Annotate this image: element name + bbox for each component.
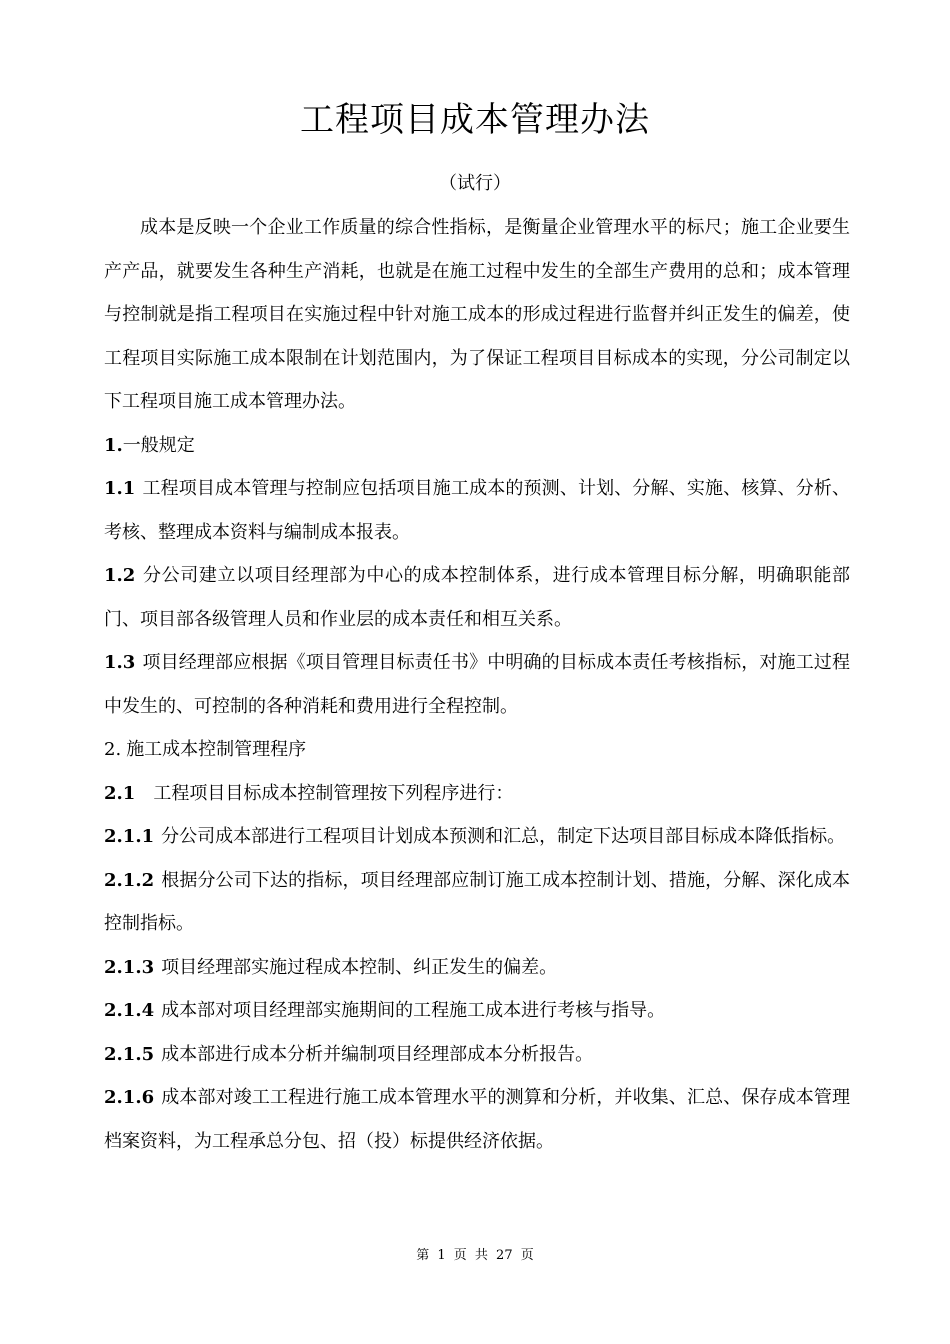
section-2-1-6 (104, 1076, 850, 1163)
section-2-1 (104, 772, 850, 816)
section-text: 项目经理部实施过程成本控制、纠正发生的偏差。 (161, 956, 558, 978)
section-text: 根据分公司下达的指标，项目经理部应制订施工成本控制计划、措施，分解、深化成本控制指标。 (104, 869, 850, 934)
section-text: 成本部进行成本分析并编制项目经理部成本分析报告。 (161, 1043, 594, 1065)
section-number: 1.2 (104, 565, 136, 586)
document-subtitle: （试行） (439, 173, 511, 194)
section-1-1 (104, 467, 850, 554)
section-2-1-5 (104, 1033, 850, 1077)
section-text: 项目经理部应根据《项目管理目标责任书》中明确的目标成本责任考核指标，对施工过程中发生的、可控制的各种消耗和费用进行全程控制。 (104, 652, 850, 717)
section-number: 2.1.3 (104, 956, 155, 978)
section-number: 2.1.1 (104, 826, 155, 847)
page-footer: 第 1 页 共 27 页 (416, 1248, 534, 1263)
section-2-1-1 (104, 815, 850, 859)
section-text: 成本部对竣工工程进行施工成本管理水平的测算和分析，并收集、汇总、保存成本管理档案资料，为工程承总分包、招（投）标提供经济依据。 (104, 1087, 850, 1152)
section-number: 2.1.5 (104, 1043, 155, 1065)
section-2-1-2 (104, 859, 850, 946)
section-text: 分公司建立以项目经理部为中心的成本控制体系，进行成本管理目标分解，明确职能部门、项目部各级管理人员和作业层的成本责任和相互关系。 (104, 565, 850, 630)
document-body (104, 206, 850, 1163)
section-number: 2.1.4 (104, 1000, 155, 1021)
section-text: 一般规定 (122, 434, 195, 456)
section-2-1-3 (104, 946, 850, 990)
section-number: 1.3 (104, 652, 136, 673)
section-2-1-4 (104, 989, 850, 1033)
intro-paragraph: 成本是反映一个企业工作质量的综合性指标，是衡量企业管理水平的标尺；施工企业要生产产品，就要发生各种生产消耗，也就是在施工过程中发生的全部生产费用的总和；成本管理与控制就是指工程项目在实施过程中针对施工成本的形成过程进行监督并纠正发生的偏差，使工程项目实际施工成本限制在计划范围内，为了保证工程项目目标成本的实现，分公司制定以下工程项目施工成本管理办法。 (104, 217, 850, 412)
section-text: 工程项目目标成本控制管理按下列程序进行： (153, 782, 514, 804)
section-number: 2.1.6 (104, 1087, 155, 1108)
section-text: 分公司成本部进行工程项目计划成本预测和汇总，制定下达项目部目标成本降低指标。 (161, 826, 846, 847)
section-1-3 (104, 641, 850, 728)
section-text: 成本部对项目经理部实施期间的工程施工成本进行考核与指导。 (161, 1000, 666, 1021)
section-1-2 (104, 554, 850, 641)
section-number: 2.1 (104, 782, 136, 804)
section-number: 1.1 (104, 478, 136, 499)
section-number: 2. (104, 739, 122, 760)
document-title: 工程项目成本管理办法 (300, 100, 650, 140)
section-1 (104, 424, 850, 468)
section-number: 2.1.2 (104, 869, 155, 891)
section-number: 1. (104, 434, 123, 456)
section-text: 施工成本控制管理程序 (126, 739, 307, 760)
section-2 (104, 728, 850, 772)
section-text: 工程项目成本管理与控制应包括项目施工成本的预测、计划、分解、实施、核算、分析、考核、整理成本资料与编制成本报表。 (104, 478, 850, 543)
